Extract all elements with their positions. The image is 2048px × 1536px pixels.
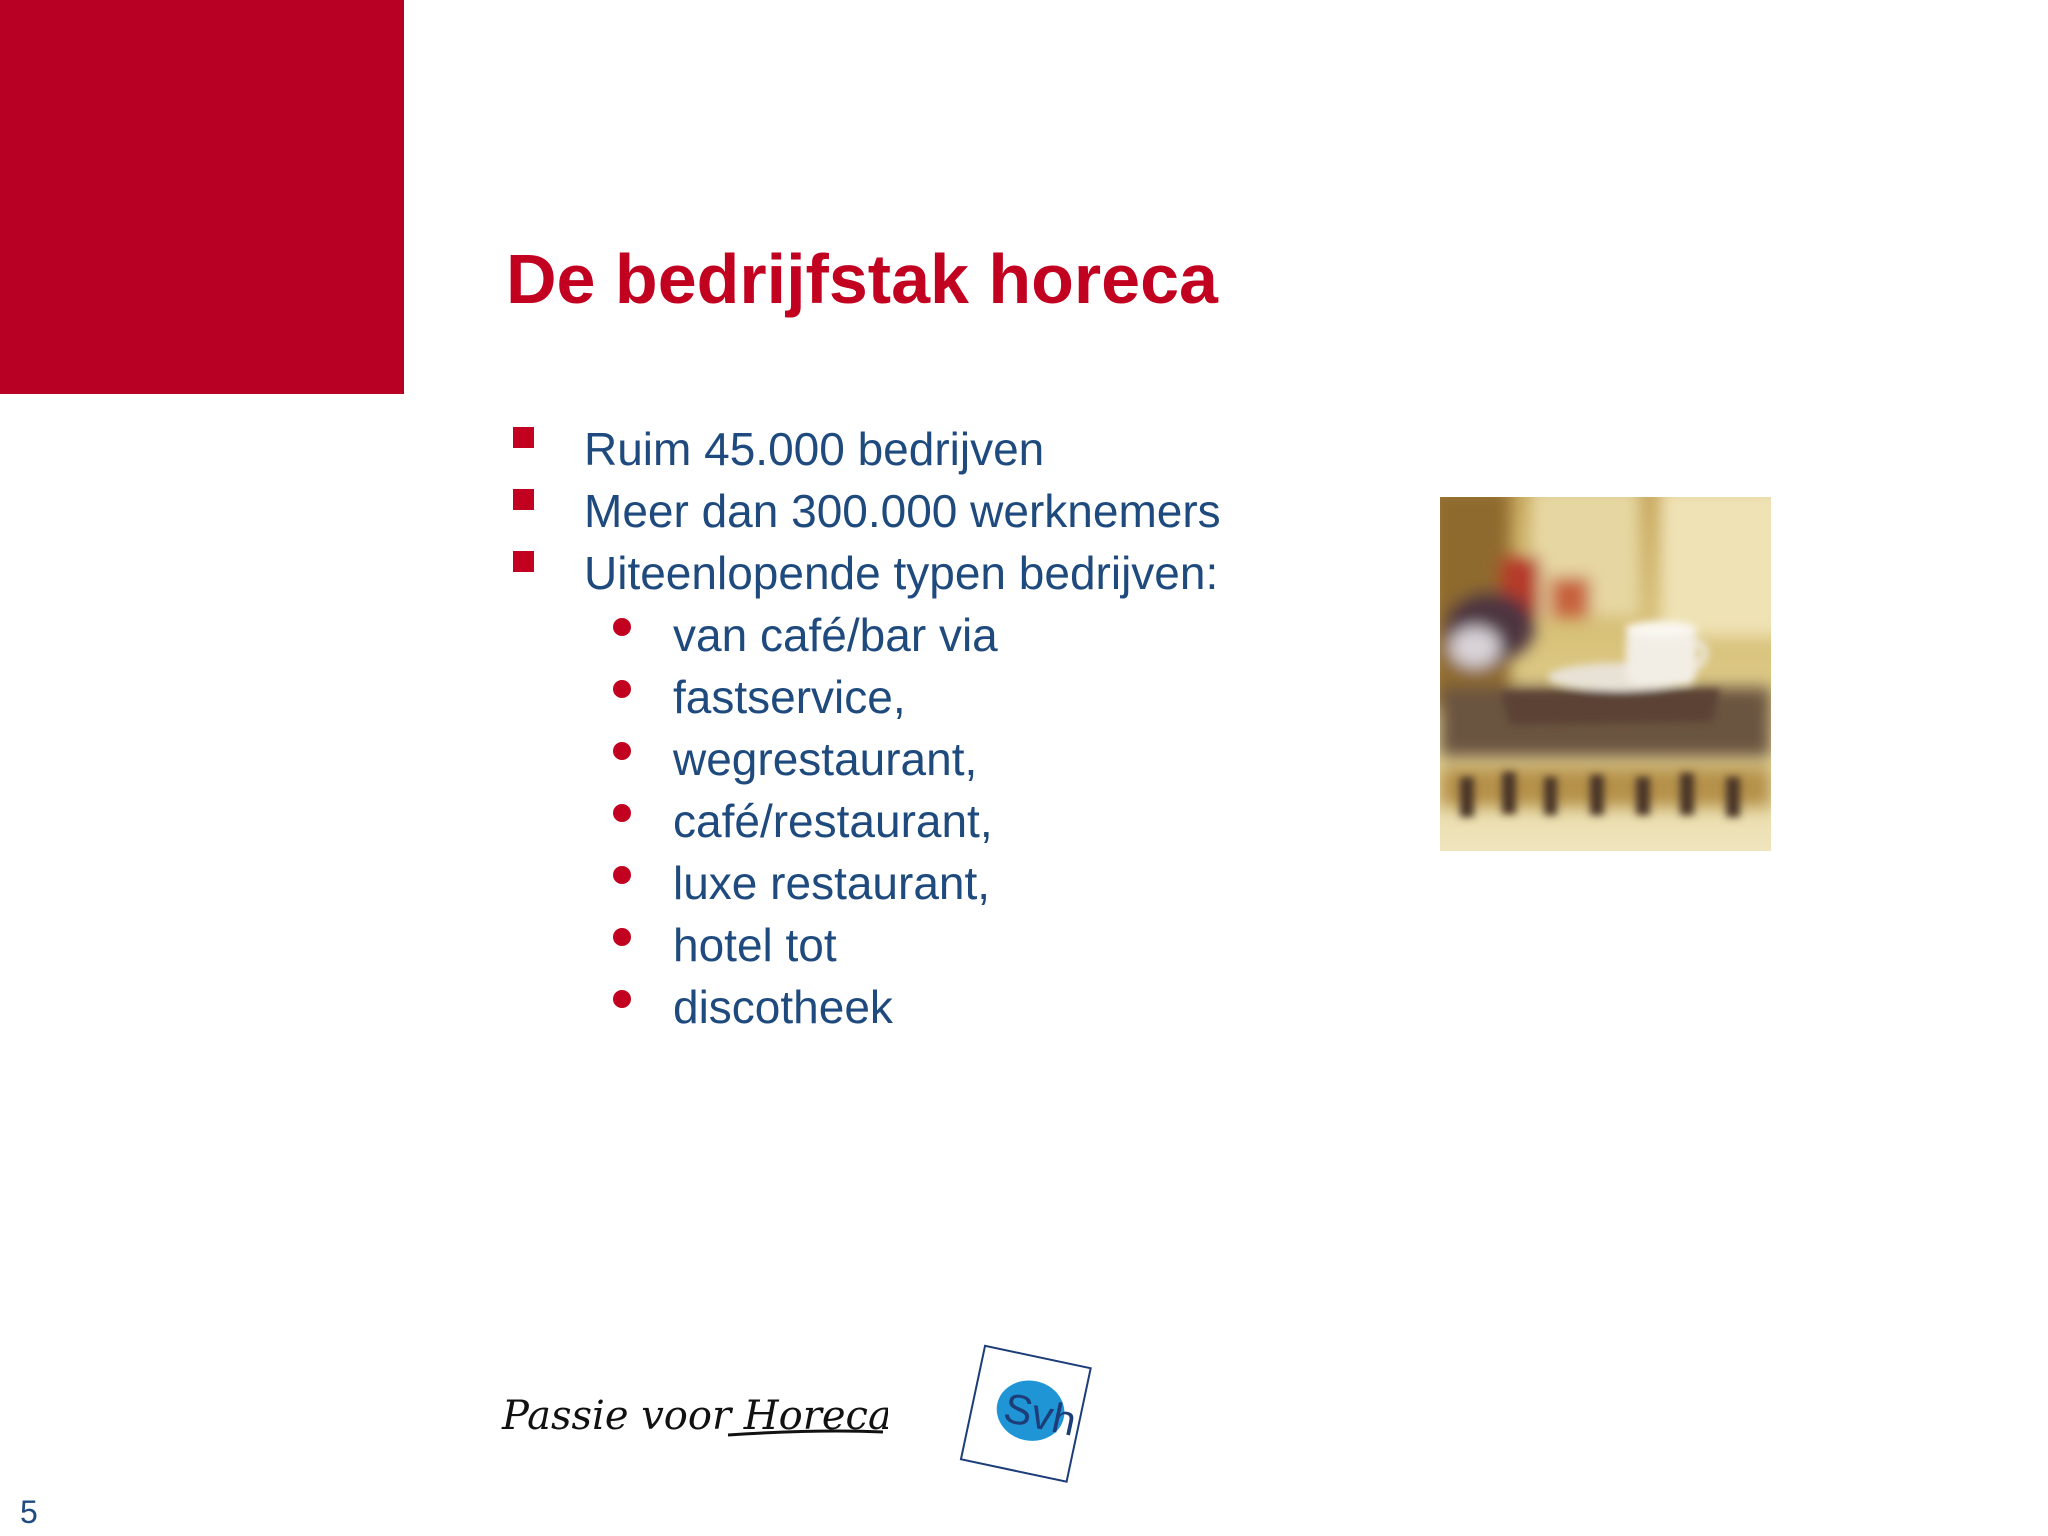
passie-voor-horeca-logo xyxy=(498,1385,888,1445)
svh-logo-text: Svh xyxy=(999,1383,1081,1445)
round-bullet-icon xyxy=(613,990,631,1008)
slide-title: De bedrijfstak horeca xyxy=(506,240,1218,318)
sub-bullet-text: van café/bar via xyxy=(673,609,998,661)
sub-bullet-text: luxe restaurant, xyxy=(673,857,991,909)
bullet-text: Ruim 45.000 bedrijven xyxy=(584,423,1045,475)
cafe-tray-photo xyxy=(1440,497,1771,851)
logo-text: Passie voor Horeca xyxy=(502,1393,888,1439)
bullet-text: Meer dan 300.000 werknemers xyxy=(584,485,1221,537)
sub-bullet-text: café/restaurant, xyxy=(673,795,993,847)
sub-bullet-text: hotel tot xyxy=(673,919,837,971)
bullet-text: Uiteenlopende typen bedrijven: xyxy=(584,547,1219,599)
sub-bullet-text: discotheek xyxy=(673,981,893,1033)
round-bullet-icon xyxy=(613,742,631,760)
round-bullet-icon xyxy=(613,618,631,636)
square-bullet-icon xyxy=(513,427,534,448)
page-number: 5 xyxy=(20,1494,38,1530)
square-bullet-icon xyxy=(513,489,534,510)
sub-bullet-text: fastservice, xyxy=(673,671,906,723)
round-bullet-icon xyxy=(613,804,631,822)
round-bullet-icon xyxy=(613,928,631,946)
decorative-red-block xyxy=(0,0,404,394)
square-bullet-icon xyxy=(513,551,534,572)
svh-logo xyxy=(948,1338,1106,1488)
sub-bullet-text: wegrestaurant, xyxy=(673,733,978,785)
round-bullet-icon xyxy=(613,680,631,698)
round-bullet-icon xyxy=(613,866,631,884)
